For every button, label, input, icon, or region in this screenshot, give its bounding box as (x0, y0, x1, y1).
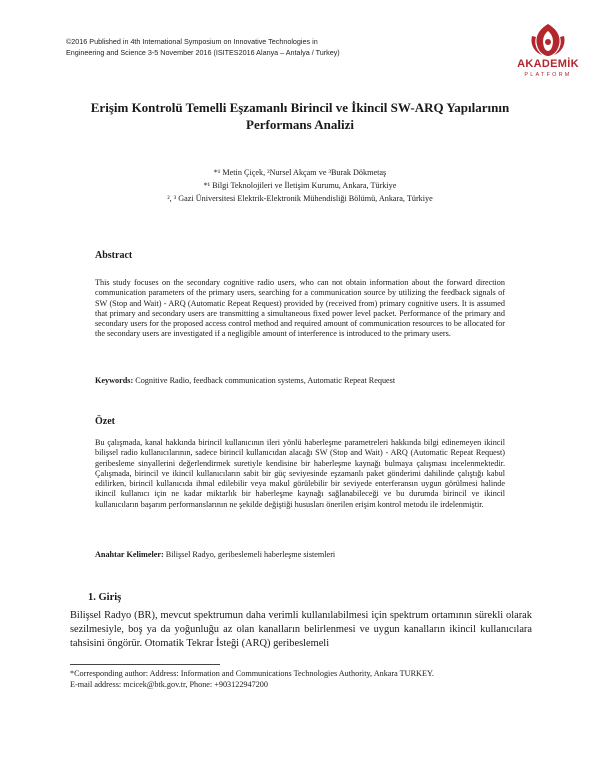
ozet-keywords (95, 550, 505, 561)
logo-brand-subtext: PLATFORM (524, 72, 572, 78)
logo-emblem-icon (526, 22, 570, 58)
keywords-label: Keywords: (95, 376, 134, 385)
author-affiliation-2: ², ³ Gazi Üniversitesi Elektrik-Elektronik Mühendisliği Bölümü, Ankara, Türkiye (167, 194, 433, 203)
introduction-text: Bilişsel Radyo (BR), mevcut spektrumun daha verimli kullanılabilmesi için spektrum ortamının sürekli olarak sezilmesiyle, boş ya da yoğunluğu az olan kanalların belirlenmesi ve uygun kanalların ikincil kullanıcılara tahsisini öngörür. Otomatik Tekrar İsteği (ARQ) geribeslemeli (70, 610, 532, 649)
introduction-heading: 1. Giriş (88, 592, 122, 603)
keywords-value: Cognitive Radio, feedback communication systems, Automatic Repeat Request (133, 376, 396, 385)
author-names: *¹ Metin Çiçek, ²Nursel Akçam ve ³Burak Dökmetaş (213, 168, 387, 177)
author-affiliation-1: *¹ Bilgi Teknolojileri ve İletişim Kurumu, Ankara, Türkiye (203, 181, 397, 190)
abstract-text: This study focuses on the secondary cognitive radio users, who can not obtain information about the forward direction communication parameters of the primary users, searching for a communication source by utilizing the feedback signals of SW (Stop and Wait) - ARQ (Automatic Repeat Request) provided by (received from) primary cognitive users. It is assumed that primary and secondary users are transmitting a simultaneous fixed power level packet. Performance of the primary and secondary users for the proposed access control method and required amount of communication resources to be allocated for the secondary users are investigated if a negligible amount of interference is introduced to the primary users. (95, 278, 505, 339)
abstract-heading: Abstract (95, 250, 133, 261)
publication-note-line1: ©2016 Published in 4th International Symposium on Innovative Technologies in (66, 37, 318, 46)
paper-title-line2: Performans Analizi (246, 117, 354, 132)
corresponding-author-footnote (70, 668, 532, 690)
akademik-platform-logo (512, 22, 584, 84)
anahtar-kelimeler-label: Anahtar Kelimeler: (95, 550, 164, 559)
paper-title (60, 99, 540, 133)
ozet-heading: Özet (95, 416, 115, 427)
abstract-keywords (95, 376, 505, 387)
publication-note (66, 37, 486, 58)
publication-note-line2: Engineering and Science 3-5 November 2016 (ISITES2016 Alanya – Antalya / Turkey) (66, 47, 340, 57)
ozet-text: Bu çalışmada, kanal hakkında birincil kullanıcının ileri yönlü haberleşme parametreleri hakkında bilgi edinemeyen ikincil bilişsel radio kullanıcılarının, sadece birincil kullanıcıdan alacağı SW (Stop and Wait) - ARQ (Automatic Repeat Request) geribesleme sinyallerini değerlendirmek suretiyle kendisine bir haberleşme kaynağı bulmaya çalışması incelenmektedir. Çalışmada, birincil ve ikincil kullanıcıların sabit bir güç seviyesinde eşzamanlı paket gönderimi dahilinde çalıştığı kabul edilirken, birincil kullanıcıda ihmal edilebilir veya makul görülebilir bir seviyede enterferansın uygun görülmesi halinde ikincil kullanıcı için ne kadar miktarlık bir haberleşme kaynağı sağlanabileceği ve bu durumda birincil ve ikincil kullanıcıların başarım performanslarının ne şekilde değiştiği hususları önerilen erişim kontrol metodu ile irdelenmiştir. (95, 438, 505, 509)
anahtar-kelimeler-value: Bilişsel Radyo, geribeslemeli haberleşme sistemleri (163, 550, 336, 559)
author-block (60, 166, 540, 205)
logo-brand-text: AKADEMİK (517, 58, 579, 70)
footnote-address: *Corresponding author: Address: Information and Communications Technologies Authority, Ankara TURKEY. (70, 669, 434, 678)
paper-title-line1: Erişim Kontrolü Temelli Eşzamanlı Birincil ve İkincil SW-ARQ Yapılarının (90, 100, 510, 115)
footnote-contact: E-mail address: mcicek@btk.gov.tr, Phone: +903122947200 (70, 680, 268, 689)
footnote-divider (70, 664, 220, 665)
